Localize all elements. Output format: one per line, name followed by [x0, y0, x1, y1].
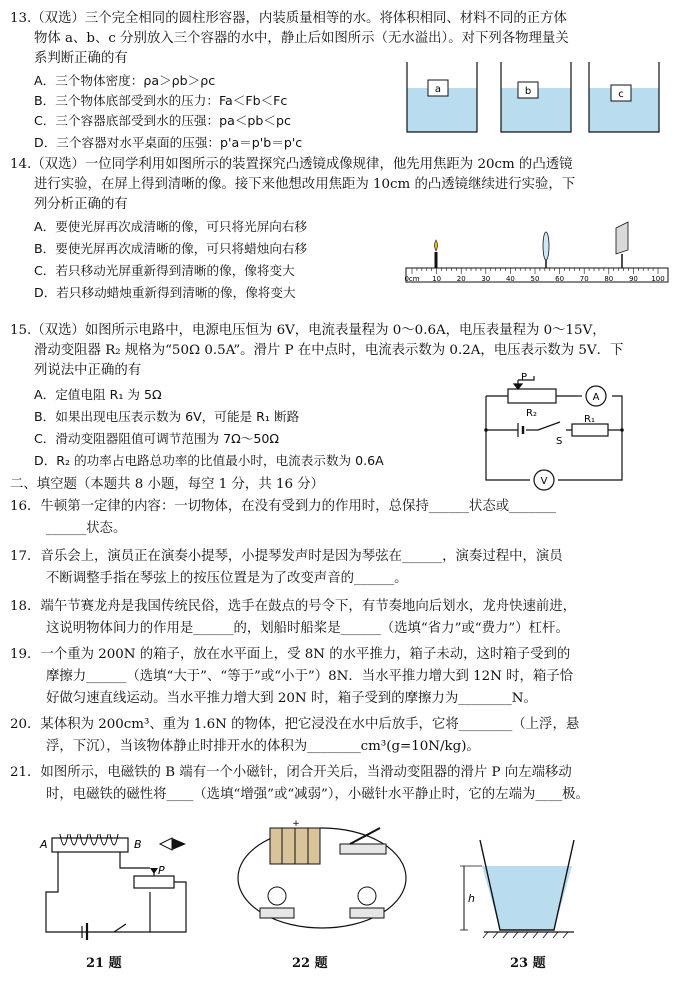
- switch-s-label: S: [556, 436, 563, 447]
- caption-fig22: 22 题: [292, 956, 328, 971]
- section-2-heading: 二、填空题（本题共 8 小题，每空 1 分，共 16 分）: [10, 477, 325, 492]
- height-h-label: h: [468, 892, 475, 905]
- bench-scale-label: 10: [432, 275, 442, 283]
- bench-scale-label: 70: [579, 275, 589, 283]
- q15-option-b: B．如果出现电压表示数为 6V，可能是 R₁ 断路: [34, 409, 300, 424]
- q20-line2: 浮，下沉），当该物体静止时排开水的体积为________cm³(g=10N/kg)。: [46, 739, 480, 754]
- q15-option-c: C．滑动变阻器阻值可调节范围为 7Ω～50Ω: [34, 431, 279, 446]
- q15-line3: 列说法中正确的有: [34, 363, 142, 378]
- fig23-trapezoid-container: [456, 836, 582, 940]
- q14-option-c: C．若只移动光屏重新得到清晰的像，像将变大: [34, 263, 295, 278]
- cube-c-label: c: [618, 89, 624, 100]
- fig21-electromagnet-circuit: [30, 822, 220, 940]
- q13-option-b: B．三个物体底部受到水的压力：Fa＜Fb＜Fc: [34, 93, 288, 108]
- q14-line2: 进行实验，在屏上得到清晰的像。接下来他想改用焦距为 10cm 的凸透镜继续进行实验，下: [34, 177, 576, 192]
- bench-scale-label: 50: [530, 275, 540, 283]
- caption-fig21: 21 题: [86, 956, 122, 971]
- slider-p-label: P: [521, 372, 528, 383]
- q13-option-c: C．三个容器底部受到水的压强：pa＜pb＜pc: [34, 113, 291, 128]
- q14-optical-bench-figure: [396, 210, 678, 288]
- q21-line2: 时，电磁铁的磁性将____（选填“增强”或“减弱”），小磁针水平静止时，它的左端为____极。: [46, 787, 589, 802]
- q13-line1: 13.（双选）三个完全相同的圆柱形容器，内装质量相等的水。将体积相同、材料不同的正方体: [10, 11, 567, 26]
- cube-b-label: b: [524, 86, 532, 97]
- q20-line1: 20．某体积为 200cm³、重为 1.6N 的物体，把它浸没在水中后放手，它将________（上浮，悬: [10, 717, 580, 732]
- candle-flame-icon: [435, 240, 438, 251]
- ammeter-icon: A: [592, 392, 600, 403]
- q14-line3: 列分析正确的有: [34, 197, 128, 212]
- q16-line2: ______状态。: [46, 521, 127, 536]
- voltmeter-icon: V: [540, 476, 548, 487]
- q13-line2: 物体 a、b、c 分别放入三个容器的水中，静止后如图所示（无水溢出）。对下列各物理量关: [34, 31, 569, 46]
- bench-scale-label: 60: [555, 275, 565, 283]
- q18-line1: 18．端午节赛龙舟是我国传统民俗，选手在鼓点的号令下，有节奏地向后划水，龙舟快速前进，: [10, 599, 577, 614]
- q19-line3: 好做匀速直线运动。当水平推力增大到 20N 时，箱子受到的摩擦力为________N。: [46, 691, 537, 706]
- battery-pack-icon: [270, 819, 320, 864]
- q14-option-a: A．要使光屏再次成清晰的像，可只将光屏向右移: [34, 219, 308, 234]
- cube-a-label: a: [434, 84, 442, 95]
- bench-scale-label: 30: [481, 275, 491, 283]
- q13-option-d: D．三个容器对水平桌面的压强：p'a＝p'b＝p'c: [34, 135, 303, 150]
- bulb-right-icon: [350, 887, 384, 918]
- resistor-r1-label: R₁: [584, 414, 595, 425]
- q13-containers-figure: [405, 58, 677, 134]
- compass-needle-icon: [160, 838, 172, 850]
- q14-option-b: B．要使光屏再次成清晰的像，可只将蜡烛向右移: [34, 241, 308, 256]
- q15-line2: 滑动变阻器 R₂ 规格为“50Ω 0.5A”。滑片 P 在中点时，电流表示数为 0.2A，电压表示数为 5V．下: [34, 343, 624, 358]
- q21-line1: 21．如图所示，电磁铁的 B 端有一个小磁针，闭合开关后，当滑动变阻器的滑片 P 向左端移动: [10, 765, 572, 780]
- q19-line2: 摩擦力______（选填“大于”、“等于”或“小于”）8N．当水平推力增大到 12N 时，箱子恰: [46, 669, 574, 684]
- q14-line1: 14.（双选）一位同学利用如图所示的装置探究凸透镜成像规律，他先用焦距为 20cm 的凸透镜: [10, 157, 573, 172]
- bulb-left-icon: [260, 887, 294, 918]
- bench-scale-label: 100: [651, 275, 665, 283]
- svg-text:+: +: [292, 819, 300, 829]
- bench-scale-label: 20: [456, 275, 466, 283]
- q13-option-a: A．三个物体密度：ρa＞ρb＞ρc: [34, 73, 216, 88]
- q15-line1: 15.（双选）如图所示电路中，电源电压恒为 6V，电流表量程为 0～0.6A，电压表量程为 0～15V，: [10, 323, 606, 338]
- q18-line2: 这说明物体间力的作用是______的，划船时船桨是______（选填“省力”或“费力”）杠杆。: [46, 621, 569, 636]
- magnet-end-a-label: A: [40, 838, 48, 851]
- q17-line2: 不断调整手指在琴弦上的按压位置是为了改变声音的______。: [46, 571, 408, 586]
- q13-line3: 系判断正确的有: [34, 51, 128, 66]
- q16-line1: 16．牛顿第一定律的内容：一切物体，在没有受到力的作用时，总保持______状态或_______: [10, 499, 556, 514]
- q15-option-d: D．R₂ 的功率占电路总功率的比值最小时，电流表示数为 0.6A: [34, 453, 384, 468]
- q14-option-d: D．若只移动蜡烛重新得到清晰的像，像将变大: [34, 285, 296, 300]
- bench-scale-label: 40: [505, 275, 515, 283]
- bench-scale-label: 90: [628, 275, 638, 283]
- bench-scale-label: 0cm: [404, 275, 420, 283]
- bench-scale-label: 80: [604, 275, 614, 283]
- resistor-r2-label: R₂: [526, 408, 537, 419]
- light-screen-icon: [616, 222, 628, 254]
- q19-line1: 19．一个重为 200N 的箱子，放在水平面上，受 8N 的水平推力，箱子未动，这时箱子受到的: [10, 647, 571, 662]
- q15-circuit-figure: [474, 372, 634, 494]
- fig22-battery-bulb-circuit: [232, 816, 412, 940]
- convex-lens-icon: [543, 232, 549, 260]
- magnet-end-b-label: B: [134, 838, 142, 851]
- caption-fig23: 23 题: [510, 956, 546, 971]
- q15-option-a: A．定值电阻 R₁ 为 5Ω: [34, 387, 162, 402]
- slider-p-label: P: [158, 864, 165, 877]
- q17-line1: 17．音乐会上，演员正在演奏小提琴，小提琴发声时是因为琴弦在______，演奏过程中，演员: [10, 549, 563, 564]
